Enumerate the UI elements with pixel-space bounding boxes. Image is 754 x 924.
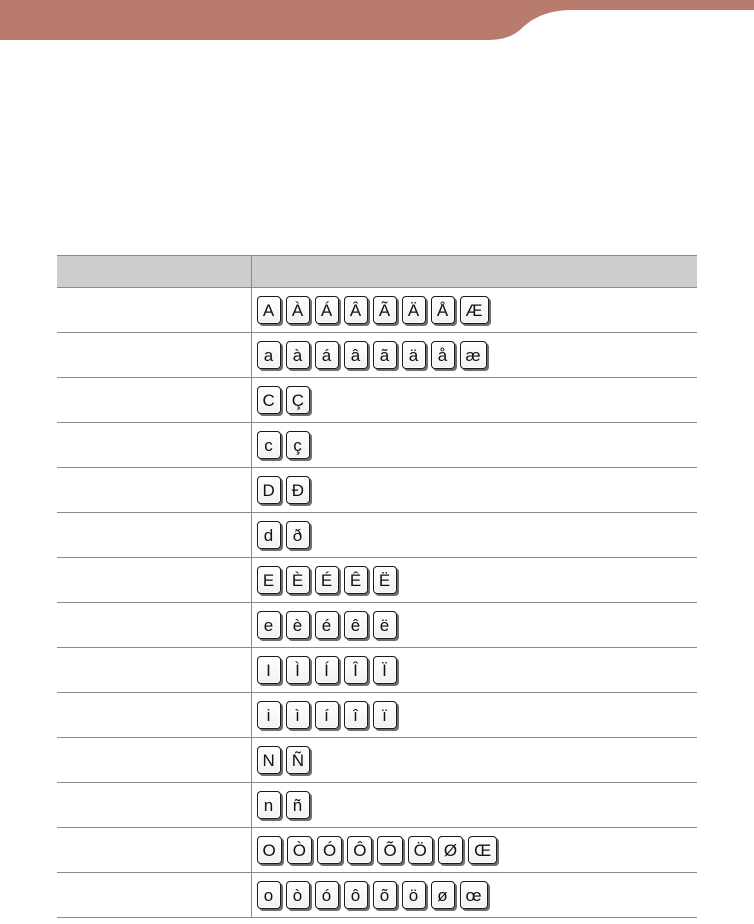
row-keys-cell [251, 648, 697, 693]
keyboard-key: Ä [402, 296, 426, 324]
keyboard-key: ø [431, 881, 455, 909]
row-keys-cell [251, 288, 697, 333]
keyboard-key: À [286, 296, 310, 324]
keyboard-key: ó [315, 881, 339, 909]
key-group [257, 566, 698, 594]
row-label-cell [57, 828, 251, 873]
key-group [257, 476, 698, 504]
row-keys-cell [251, 828, 697, 873]
row-keys-cell [251, 783, 697, 828]
keyboard-key: Í [315, 656, 339, 684]
row-keys-cell [251, 693, 697, 738]
keyboard-key: Œ [468, 836, 497, 864]
keyboard-key: Ö [408, 836, 433, 864]
key-group [257, 386, 698, 414]
table-row [57, 513, 697, 558]
keyboard-key: é [315, 611, 339, 639]
keyboard-key: ñ [286, 791, 310, 819]
row-keys-cell [251, 558, 697, 603]
row-label-cell [57, 513, 251, 558]
key-group [257, 656, 698, 684]
keyboard-key: Ñ [286, 746, 310, 774]
keyboard-key: Ô [347, 836, 372, 864]
key-group [257, 296, 698, 324]
table-row [57, 828, 697, 873]
keyboard-key: ë [373, 611, 397, 639]
keyboard-key: ç [286, 431, 310, 459]
keyboard-key: e [257, 611, 281, 639]
table-row [57, 378, 697, 423]
row-label-cell [57, 603, 251, 648]
row-label-cell [57, 333, 251, 378]
key-group [257, 701, 698, 729]
keyboard-key: Æ [460, 296, 489, 324]
row-keys-cell [251, 333, 697, 378]
row-label-cell [57, 873, 251, 918]
keyboard-key: E [257, 566, 281, 594]
table-row [57, 648, 697, 693]
key-group [257, 746, 698, 774]
keyboard-key: Â [344, 296, 368, 324]
row-keys-cell [251, 738, 697, 783]
row-keys-cell [251, 378, 697, 423]
keyboard-key: ð [286, 521, 310, 549]
table-row [57, 738, 697, 783]
keyboard-key: Å [431, 296, 455, 324]
keyboard-key: N [257, 746, 281, 774]
row-keys-cell [251, 423, 697, 468]
key-group [257, 431, 698, 459]
keyboard-key: ô [344, 881, 368, 909]
keyboard-key: Ã [373, 296, 397, 324]
keyboard-key: ò [286, 881, 310, 909]
header-cell-label [57, 256, 251, 288]
keyboard-key: È [286, 566, 310, 594]
table-row [57, 288, 697, 333]
keyboard-key: œ [460, 881, 488, 909]
keyboard-key: É [315, 566, 339, 594]
table-row [57, 333, 697, 378]
keyboard-key: Ç [286, 386, 310, 414]
keyboard-key: O [257, 836, 282, 864]
keyboard-key: C [257, 386, 281, 414]
keyboard-key: ä [402, 341, 426, 369]
row-label-cell [57, 648, 251, 693]
table-row [57, 603, 697, 648]
table-header-row [57, 256, 697, 288]
keyboard-key: ì [286, 701, 310, 729]
keyboard-key: à [286, 341, 310, 369]
key-group [257, 836, 698, 864]
keyboard-key: d [257, 521, 281, 549]
keyboard-key: Ø [438, 836, 463, 864]
keyboard-key: á [315, 341, 339, 369]
keyboard-key: I [257, 656, 281, 684]
row-label-cell [57, 423, 251, 468]
table-row [57, 783, 697, 828]
keyboard-key: è [286, 611, 310, 639]
keyboard-key: Ê [344, 566, 368, 594]
keyboard-key: Đ [286, 476, 310, 504]
keyboard-key: A [257, 296, 281, 324]
keyboard-key: Á [315, 296, 339, 324]
keyboard-key: Ò [287, 836, 312, 864]
keyboard-key: c [257, 431, 281, 459]
keyboard-key: ï [373, 701, 397, 729]
row-keys-cell [251, 468, 697, 513]
keyboard-key: i [257, 701, 281, 729]
row-label-cell [57, 558, 251, 603]
keyboard-key: Ì [286, 656, 310, 684]
row-label-cell [57, 738, 251, 783]
row-label-cell [57, 378, 251, 423]
row-keys-cell [251, 873, 697, 918]
keyboard-key: Î [344, 656, 368, 684]
key-group [257, 521, 698, 549]
keyboard-key: Ë [373, 566, 397, 594]
keyboard-key: D [257, 476, 281, 504]
character-table [57, 255, 697, 918]
keyboard-key: í [315, 701, 339, 729]
keyboard-key: Ï [373, 656, 397, 684]
row-label-cell [57, 783, 251, 828]
keyboard-key: ã [373, 341, 397, 369]
keyboard-key: õ [373, 881, 397, 909]
keyboard-key: å [431, 341, 455, 369]
keyboard-key: æ [460, 341, 487, 369]
row-label-cell [57, 693, 251, 738]
keyboard-key: a [257, 341, 281, 369]
row-keys-cell [251, 603, 697, 648]
key-group [257, 611, 698, 639]
row-label-cell [57, 288, 251, 333]
table-row [57, 423, 697, 468]
row-label-cell [57, 468, 251, 513]
table-row [57, 873, 697, 918]
key-group [257, 791, 698, 819]
table-row [57, 468, 697, 513]
keyboard-key: â [344, 341, 368, 369]
keyboard-key: î [344, 701, 368, 729]
keyboard-key: o [257, 881, 281, 909]
row-keys-cell [251, 513, 697, 558]
top-banner [0, 0, 754, 42]
keyboard-key: Ó [317, 836, 342, 864]
keyboard-key: n [257, 791, 281, 819]
keyboard-key: ö [402, 881, 426, 909]
key-group [257, 341, 698, 369]
keyboard-key: Õ [377, 836, 402, 864]
table-body [57, 288, 697, 918]
header-cell-characters [251, 256, 697, 288]
key-group [257, 881, 698, 909]
table-row [57, 558, 697, 603]
banner-shape [0, 0, 754, 40]
keyboard-key: ê [344, 611, 368, 639]
table-row [57, 693, 697, 738]
